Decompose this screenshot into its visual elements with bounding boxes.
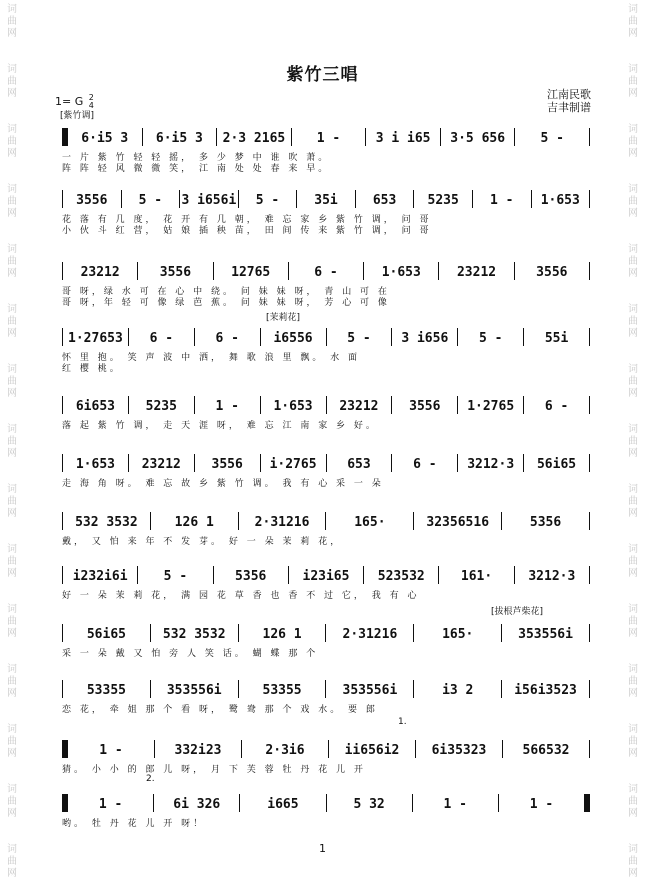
- measure: ii656i2: [344, 743, 400, 758]
- watermark-char: 曲: [628, 856, 638, 867]
- watermark-char: 网: [628, 628, 638, 639]
- watermark-char: 词: [7, 664, 17, 675]
- watermark-char: 网: [628, 268, 638, 279]
- measure: 126 1: [262, 627, 302, 642]
- measure: 5235: [145, 399, 177, 414]
- watermark-glyphs: [625, 304, 641, 340]
- beam-area: [62, 585, 590, 588]
- notation-line: [62, 124, 590, 146]
- watermark-char: 词: [628, 604, 638, 615]
- page-number: 1: [319, 842, 326, 855]
- watermark-char: 词: [7, 484, 17, 495]
- watermark-char: 曲: [628, 616, 638, 627]
- watermark-char: 词: [7, 124, 17, 135]
- measure: i3 2: [442, 683, 474, 698]
- watermark-char: 词: [628, 304, 638, 315]
- watermark-char: 曲: [628, 16, 638, 27]
- measure: 165·: [442, 627, 474, 642]
- measure: 1·653: [540, 193, 580, 208]
- watermark-char: 词: [7, 724, 17, 735]
- watermark-glyphs: [625, 484, 641, 520]
- notation-line: [62, 562, 590, 584]
- watermark-char: 曲: [628, 376, 638, 387]
- notation-line: [62, 790, 590, 812]
- volta-first: 1.: [398, 717, 407, 727]
- watermark-char: 曲: [628, 76, 638, 87]
- watermark-char: 曲: [7, 316, 17, 327]
- measure: 53355: [86, 683, 126, 698]
- watermark-char: 曲: [7, 196, 17, 207]
- measure: 6i35323: [431, 743, 487, 758]
- watermark-glyphs: [4, 484, 20, 520]
- watermark-glyphs: [625, 244, 641, 280]
- watermark-char: 词: [7, 544, 17, 555]
- barline: [589, 262, 590, 280]
- measure: 3556: [536, 265, 568, 280]
- measure: 3 i i65: [375, 131, 431, 146]
- measure: 6i653: [75, 399, 115, 414]
- notation-line: [62, 324, 590, 346]
- watermark-char: 网: [7, 268, 17, 279]
- watermark-glyphs: [4, 4, 20, 40]
- beam-area: [62, 813, 590, 816]
- watermark-glyphs: [4, 244, 20, 280]
- watermark-char: 网: [628, 568, 638, 579]
- notation-line: [62, 186, 590, 208]
- watermark-glyphs: [625, 424, 641, 460]
- watermark-char: 曲: [628, 316, 638, 327]
- beam-area: [62, 531, 590, 534]
- watermark-char: 网: [628, 388, 638, 399]
- measure: 53355: [262, 683, 302, 698]
- barline: [589, 566, 590, 584]
- watermark-glyphs: [4, 184, 20, 220]
- lyric-line-1: 好 一 朵 茉 莉 花， 满 园 花 草 香 也 香 不 过 它， 我 有 心: [62, 591, 420, 601]
- lyric-line-2: 哥 呀，年 轻 可 像 绿 芭 蕉。 问 妹 妹 呀， 芳 心 可 像: [62, 298, 390, 308]
- watermark-char: 曲: [628, 436, 638, 447]
- watermark-char: 曲: [628, 736, 638, 747]
- measure: 1·653: [75, 457, 115, 472]
- watermark-glyphs: [625, 544, 641, 580]
- barline: [589, 740, 590, 758]
- measure: 165·: [354, 515, 386, 530]
- measure: 1·653: [381, 265, 421, 280]
- watermark-char: 曲: [7, 376, 17, 387]
- measure: 1 -: [316, 131, 341, 146]
- measure: 2·31216: [254, 515, 310, 530]
- watermark-char: 词: [628, 364, 638, 375]
- watermark-char: 曲: [628, 256, 638, 267]
- measure: 1·653: [273, 399, 313, 414]
- measure: 353556i: [342, 683, 398, 698]
- watermark-char: 词: [628, 424, 638, 435]
- watermark-char: 词: [7, 604, 17, 615]
- measure: 6 -: [544, 399, 569, 414]
- barline: [589, 396, 590, 414]
- watermark-glyphs: [4, 424, 20, 460]
- watermark-char: 网: [7, 508, 17, 519]
- watermark-char: 词: [628, 724, 638, 735]
- measure: 532 3532: [75, 515, 138, 530]
- watermark-char: 词: [628, 4, 638, 15]
- beam-area: [62, 759, 590, 762]
- measure: 523532: [377, 569, 425, 584]
- watermark-glyphs: [4, 544, 20, 580]
- lyric-line-1: 哟。 牡 丹 花 儿 开 呀！: [62, 819, 206, 829]
- measure: 1 -: [215, 399, 239, 414]
- measure: 161·: [460, 569, 493, 584]
- watermark-char: 词: [7, 364, 17, 375]
- measure: i665: [267, 797, 299, 812]
- lyric-line-1: 采 一 朵 戴 又 怕 旁 人 笑 话。 蝴 蝶 那 个: [62, 649, 319, 659]
- watermark-char: 网: [628, 688, 638, 699]
- notation-line: [62, 508, 590, 530]
- watermark-char: 网: [7, 448, 17, 459]
- watermark-char: 词: [628, 664, 638, 675]
- measure: 1 -: [99, 743, 123, 758]
- watermark-char: 词: [628, 184, 638, 195]
- measure: 32356516: [426, 515, 490, 530]
- watermark-char: 网: [628, 28, 638, 39]
- watermark-char: 网: [7, 208, 17, 219]
- measure: 353556i: [518, 627, 573, 642]
- watermark-glyphs: [625, 4, 641, 40]
- watermark-char: 曲: [628, 196, 638, 207]
- watermark-char: 网: [7, 88, 17, 99]
- watermark-char: 网: [7, 628, 17, 639]
- barline: [589, 454, 590, 472]
- measure: 3·5 656: [450, 131, 506, 146]
- watermark-char: 网: [628, 148, 638, 159]
- measure: 566532: [522, 743, 570, 758]
- watermark-char: 词: [7, 844, 17, 855]
- watermark-char: 曲: [628, 496, 638, 507]
- beam-area: [62, 415, 590, 418]
- section-label-bagen: [拔根芦柴花]: [491, 607, 544, 617]
- measure: 5 -: [163, 569, 188, 584]
- credit-arranger: 吉聿制谱: [547, 101, 591, 114]
- notation-line: [62, 258, 590, 280]
- watermark-char: 曲: [628, 136, 638, 147]
- watermark-char: 词: [7, 784, 17, 795]
- watermark-glyphs: [625, 724, 641, 760]
- section-label-zizhu: [紫竹调]: [60, 111, 95, 121]
- watermark-char: 曲: [7, 76, 17, 87]
- watermark-char: 词: [628, 64, 638, 75]
- barline: [589, 328, 590, 346]
- measure: 353556i: [166, 683, 222, 698]
- measure: 3556: [76, 193, 108, 208]
- measure: 1 -: [489, 193, 514, 208]
- watermark-char: 曲: [7, 676, 17, 687]
- measure: 55i: [544, 331, 569, 346]
- measure: 56i65: [86, 627, 126, 642]
- measure: 3 i656: [401, 331, 449, 346]
- page-title: 紫竹三唱: [286, 65, 359, 85]
- measure: 3212·3: [467, 457, 515, 472]
- watermark-char: 网: [7, 388, 17, 399]
- lyric-line-2: 红 樱 桃。: [62, 364, 122, 374]
- watermark-char: 曲: [7, 616, 17, 627]
- watermark-char: 曲: [7, 856, 17, 867]
- beam-area: [62, 347, 590, 350]
- lyric-line-1: 落 起 紫 竹 调， 走 天 涯 呀， 难 忘 江 南 家 乡 好。: [62, 421, 378, 431]
- watermark-char: 曲: [7, 16, 17, 27]
- measure: 5 -: [138, 193, 163, 208]
- beam-area: [62, 147, 590, 150]
- watermark-char: 网: [628, 808, 638, 819]
- lyric-line-1: 戴， 又 怕 来 年 不 发 芽。 好 一 朵 茉 莉 花，: [62, 537, 343, 547]
- watermark-char: 曲: [628, 796, 638, 807]
- barline: [589, 680, 590, 698]
- watermark-char: 曲: [7, 556, 17, 567]
- measure: 3556: [211, 457, 243, 472]
- notation-line: [62, 736, 590, 758]
- beam-area: [62, 643, 590, 646]
- measure: 5 32: [353, 797, 385, 812]
- watermark-char: 网: [7, 808, 17, 819]
- measure: 3556: [409, 399, 441, 414]
- watermark-char: 词: [7, 4, 17, 15]
- watermark-char: 网: [628, 208, 638, 219]
- measure: 653: [347, 457, 371, 472]
- measure: i56i3523: [514, 683, 577, 698]
- measure: 35i: [314, 193, 338, 208]
- watermark-char: 词: [628, 124, 638, 135]
- watermark-char: 词: [7, 64, 17, 75]
- lyric-line-2: 阵 阵 轻 风 微 微 笑， 江 南 处 处 春 来 早。: [62, 164, 331, 174]
- time-bottom: 4: [88, 101, 94, 110]
- lyric-line-2: 小 伙 斗 红 营， 姑 娘 插 秧 苗， 田 间 传 来 紫 竹 调， 问 哥: [62, 226, 432, 236]
- measure: 5 -: [478, 331, 503, 346]
- measure: 56i65: [536, 457, 577, 472]
- beam-area: [62, 281, 590, 284]
- measure: 1·27653: [68, 331, 123, 346]
- watermark-char: 词: [628, 244, 638, 255]
- watermark-char: 网: [628, 508, 638, 519]
- time-top: 2: [88, 93, 94, 102]
- lyric-line-1: 花 落 有 几 度， 花 开 有 几 朝， 难 忘 家 乡 紫 竹 调， 问 哥: [62, 215, 432, 225]
- watermark-char: 网: [628, 868, 638, 879]
- credit-source: 江南民歌: [547, 88, 591, 101]
- watermark-char: 网: [628, 328, 638, 339]
- watermark-char: 曲: [7, 136, 17, 147]
- measure: 23212: [80, 265, 120, 280]
- measure: 5356: [529, 515, 562, 530]
- measure: 3212·3: [528, 569, 576, 584]
- beam-area: [62, 209, 590, 212]
- notation-line: [62, 620, 590, 642]
- measure: 332i23: [174, 743, 222, 758]
- watermark-char: 网: [7, 328, 17, 339]
- watermark-char: 曲: [7, 496, 17, 507]
- measure: 5 -: [347, 331, 371, 346]
- measure: 5356: [235, 569, 267, 584]
- key-label: 1= G: [55, 95, 84, 108]
- measure: 12765: [231, 265, 271, 280]
- watermark-char: 词: [628, 544, 638, 555]
- measure: 23212: [141, 457, 181, 472]
- watermark-char: 网: [7, 568, 17, 579]
- measure: i·2765: [269, 457, 317, 472]
- watermark-char: 词: [628, 844, 638, 855]
- measure: 6i 326: [173, 797, 221, 812]
- watermark-char: 网: [628, 88, 638, 99]
- watermark-char: 网: [628, 748, 638, 759]
- measure: 126 1: [174, 515, 214, 530]
- watermark-glyphs: [4, 784, 20, 820]
- lyric-line-1: 一 片 紫 竹 轻 轻 摇， 多 少 梦 中 谁 吹 萧。: [62, 153, 331, 163]
- watermark-glyphs: [625, 364, 641, 400]
- notation-line: [62, 392, 590, 414]
- barline: [589, 512, 590, 530]
- measure: 532 3532: [162, 627, 226, 642]
- measure: 23212: [456, 265, 497, 280]
- watermark-char: 曲: [7, 736, 17, 747]
- lyric-line-1: 猜。 小 小 的 郎 儿 呀， 月 下 芙 蓉 牡 丹 花 儿 开: [62, 765, 366, 775]
- measure: 653: [372, 193, 397, 208]
- measure: 23212: [339, 399, 379, 414]
- measure: 5235: [427, 193, 459, 208]
- measure: i6556: [273, 331, 313, 346]
- beam-area: [62, 699, 590, 702]
- watermark-char: 曲: [7, 796, 17, 807]
- measure: 3 i656i: [181, 193, 237, 208]
- notation-line: [62, 676, 590, 698]
- measure: 1 -: [443, 797, 468, 812]
- beam-area: [62, 473, 590, 476]
- barline: [589, 624, 590, 642]
- measure: 6 -: [314, 265, 338, 280]
- measure: 1 -: [529, 797, 554, 812]
- measure: 6 -: [413, 457, 437, 472]
- watermark-char: 曲: [7, 436, 17, 447]
- watermark-char: 词: [7, 244, 17, 255]
- watermark-char: 词: [628, 484, 638, 495]
- measure: 1 -: [98, 797, 123, 812]
- measure: 5 -: [540, 131, 564, 146]
- measure: i232i6i: [72, 569, 128, 584]
- watermark-glyphs: [625, 664, 641, 700]
- measure: 2·3 2165: [222, 131, 286, 146]
- measure: 3556: [159, 265, 192, 280]
- watermark-glyphs: [625, 604, 641, 640]
- watermark-char: 曲: [7, 256, 17, 267]
- watermark-char: 曲: [628, 676, 638, 687]
- lyric-line-1: 怀 里 抱。 笑 声 波 中 洒， 舞 歌 浪 里 飘。 水 面: [62, 353, 361, 363]
- measure: 2·31216: [342, 627, 398, 642]
- lyric-line-1: 恋 花， 牵 姐 那 个 看 呀， 鹭 鸯 那 个 戏 水。 要 郎: [62, 705, 378, 715]
- section-label-moli: [茉莉花]: [266, 313, 301, 323]
- watermark-char: 词: [7, 424, 17, 435]
- watermark-char: 词: [628, 784, 638, 795]
- watermark-char: 词: [7, 304, 17, 315]
- measure: i23i65: [302, 569, 350, 584]
- measure: 6·i5 3: [81, 131, 129, 146]
- lyric-line-1: 走 海 角 呀。 难 忘 故 乡 紫 竹 调。 我 有 心 采 一 朵: [62, 479, 384, 489]
- watermark-char: 网: [7, 148, 17, 159]
- barline: [589, 128, 590, 146]
- watermark-char: 曲: [628, 556, 638, 567]
- measure: 6·i5 3: [155, 131, 203, 146]
- notation-line: [62, 450, 590, 472]
- measure: 1·2765: [467, 399, 515, 414]
- watermark-glyphs: [625, 784, 641, 820]
- watermark-char: 网: [7, 28, 17, 39]
- measure: 2·3i6: [265, 743, 305, 758]
- measure: 5 -: [255, 193, 280, 208]
- watermark-glyphs: [4, 664, 20, 700]
- watermark-glyphs: [4, 364, 20, 400]
- watermark-char: 网: [7, 868, 17, 879]
- watermark-glyphs: [4, 604, 20, 640]
- barline: [584, 794, 590, 812]
- barline: [589, 190, 590, 208]
- watermark-glyphs: [4, 724, 20, 760]
- watermark-char: 网: [7, 748, 17, 759]
- measure: 6 -: [149, 331, 174, 346]
- watermark-char: 词: [7, 184, 17, 195]
- volta-second: 2.: [146, 774, 155, 784]
- watermark-glyphs: [4, 304, 20, 340]
- watermark-char: 网: [628, 448, 638, 459]
- watermark-glyphs: [625, 184, 641, 220]
- measure: 6 -: [215, 331, 239, 346]
- watermark-glyphs: [4, 124, 20, 160]
- lyric-line-1: 哥 呀，绿 水 可 在 心 中 绕。 问 妹 妹 呀， 青 山 可 在: [62, 287, 390, 297]
- watermark-char: 网: [7, 688, 17, 699]
- watermark-glyphs: [625, 124, 641, 160]
